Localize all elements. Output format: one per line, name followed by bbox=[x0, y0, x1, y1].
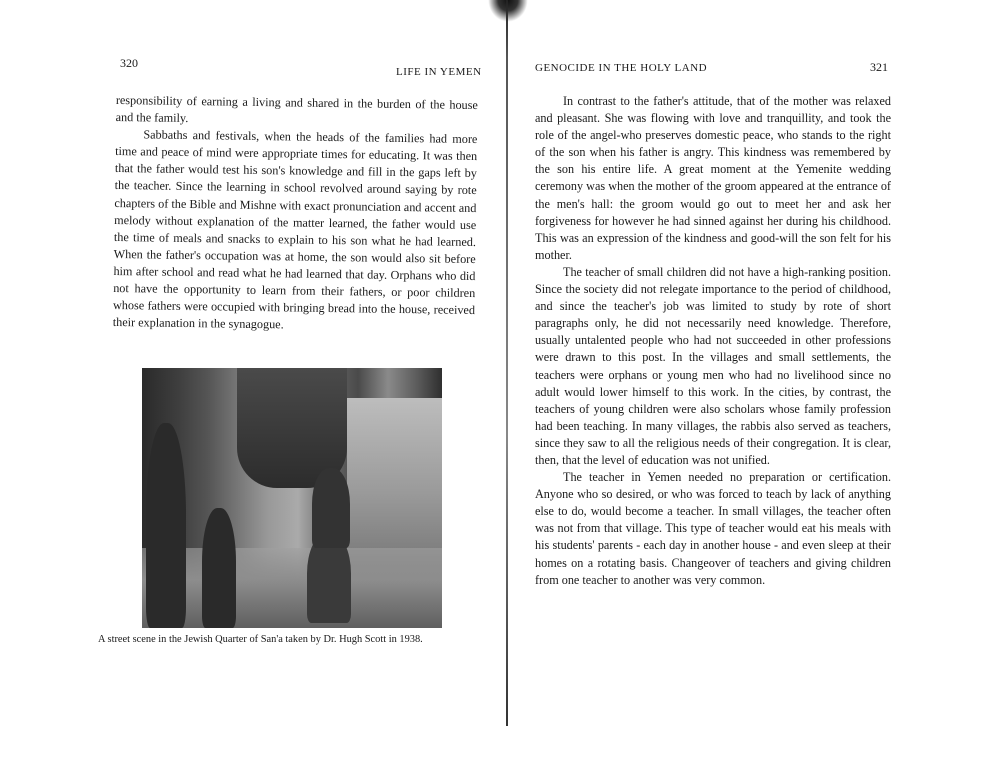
left-running-head: LIFE IN YEMEN bbox=[396, 66, 482, 78]
left-paragraph: Sabbaths and festivals, when the heads of the families had more time and peace of mind were appropriate times for educating. It was then that the father would test his son's knowledge and fill in the gaps left by the teacher. Since the learning in school revolved around saying by rote chapters of the Bible and Mishne with exact pronunciation and accent and melody without explanation of the matter learned, the father would use the time of meals and snacks to explain to his son what he had learned. When the father's occupation was at home, the son would also sit before him after school and read what he had learned that day. Orphans who did not have the opportunity to learn from their fathers, or poor children whose fathers were occupied with bringing bread into the house, received their explanation in the synagogue. bbox=[112, 127, 478, 332]
right-page-number: 321 bbox=[870, 60, 888, 74]
left-paragraph: responsibility of earning a living and shared in the burden of the house and the family. bbox=[115, 92, 478, 126]
figure-caption: A street scene in the Jewish Quarter of San'a taken by Dr. Hugh Scott in 1938. bbox=[98, 634, 423, 645]
book-gutter bbox=[506, 0, 508, 726]
right-text-column bbox=[535, 93, 891, 589]
left-page-number: 320 bbox=[120, 56, 138, 70]
photo-figure bbox=[146, 423, 186, 628]
gutter-shadow-top bbox=[488, 0, 528, 22]
street-scene-photo bbox=[142, 368, 442, 628]
left-text-column bbox=[113, 92, 478, 336]
right-paragraph: The teacher of small children did not have a high-ranking position. Since the society did not relegate importance to the period of childhood, and since the teacher's job was limited to study by rote of short paragraphs only, he did not necessarily need knowledge. Therefore, usually untalented people who had not succeeded in other professions were drawn to this post. In the villages and small settlements, the teachers were orphans or young men who had no livelihood since no adult would lower himself to this work. In the cities, by contrast, the teachers of young children were also scholars whose family profession had been teaching. In many villages, the rabbis also served as teachers, since they saw to all the religious needs of their congregation. It is clear, then, that the level of education was not unified. bbox=[535, 264, 891, 467]
photo-street bbox=[142, 548, 442, 628]
right-running-head: GENOCIDE IN THE HOLY LAND bbox=[535, 62, 708, 74]
photo-figure bbox=[202, 508, 236, 628]
photo-figure bbox=[312, 468, 350, 548]
right-paragraph: In contrast to the father's attitude, that of the mother was relaxed and pleasant. She was flowing with love and tranquillity, and took the role of the angel-who preserves domestic peace, who stands to the right of the son when his father is angry. This kindness was remembered by the son his entire life. A great moment at the Yemenite wedding ceremony was when the mother of the groom appeared at the entrance of the men's hall: the groom would go out to meet her and ask her forgiveness for however he had sinned against her during his childhood. This was an expression of the kindness and good-will the son felt for his mother. bbox=[535, 94, 891, 262]
right-paragraph: The teacher in Yemen needed no preparation or certification. Anyone who so desired, or who was forced to teach by lack of anything else to do, would become a teacher. In small villages, the teacher often was not from that village. This type of teacher would eat his meals with his students' parents - each day in another house - and even sleep at their homes on a rotating basis. Changeover of teachers and giving children from one teacher to another was very common. bbox=[535, 470, 891, 587]
